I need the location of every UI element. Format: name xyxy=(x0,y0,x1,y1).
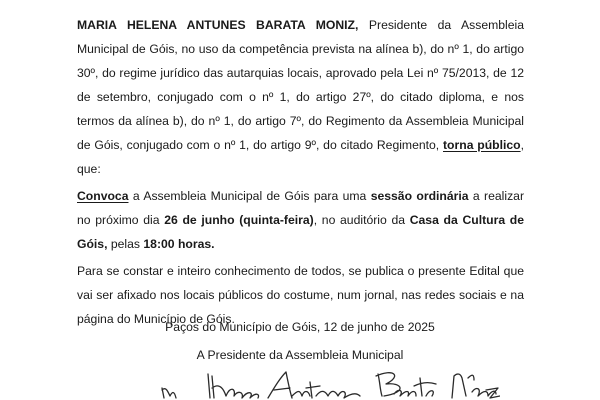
signature-stroke xyxy=(376,373,436,396)
convocation-text-1: a Assembleia Municipal de Góis para uma xyxy=(128,189,371,203)
signature-stroke xyxy=(162,388,176,398)
edital-body xyxy=(77,13,524,331)
signer-title: A Presidente da Assembleia Municipal xyxy=(196,348,404,362)
session-time: 18:00 horas. xyxy=(143,237,215,251)
torna-publico: torna público xyxy=(443,138,521,152)
session-date: 26 de junho (quinta-feira) xyxy=(164,213,314,227)
signature-stroke xyxy=(208,374,259,398)
publication-paragraph: Para se constar e inteiro conhecimento de todos, se publica o presente Edital que vai ser afixado nos locais públicos do costume, num jornal, nas redes sociais e na página do Município de Góis. xyxy=(77,264,524,326)
convocation-text-3: , no auditório da xyxy=(313,213,410,227)
intro-text-end: , que: xyxy=(77,138,524,176)
convoca-word: Convoca xyxy=(77,189,129,203)
convocation-text-2: a realizar no próximo dia xyxy=(77,189,525,227)
intro-paragraph xyxy=(77,13,524,181)
signature-stroke xyxy=(268,372,360,398)
president-name: MARIA HELENA ANTUNES BARATA MONIZ, xyxy=(77,18,359,32)
handwritten-signature xyxy=(150,368,500,400)
place-date: Paços do Município de Góis, 12 de junho de 2025 xyxy=(165,320,435,334)
convocation-paragraph xyxy=(77,184,524,256)
convocation-text-4: pelas xyxy=(107,237,144,251)
session-type: sessão ordinária xyxy=(370,189,469,203)
intro-text: Presidente da Assembleia Municipal de Góis, no uso da competência prevista na alínea b), do nº 1, do artigo 30º, do regime jurídico das autarquias locais, aprovado pela Lei nº 75/2013, de 12 de setembro, conjugado com o nº 1, do artigo 27º, do citado diploma, e nos termos da alínea b), do nº 1, do artigo 7º, do Regimento da Assembleia Municipal de Góis, conjugado com o nº 1, do artigo 9º, do citado Regimento, xyxy=(77,18,524,152)
signature-stroke xyxy=(452,374,500,398)
session-venue: Casa da Cultura de Góis, xyxy=(77,213,525,251)
